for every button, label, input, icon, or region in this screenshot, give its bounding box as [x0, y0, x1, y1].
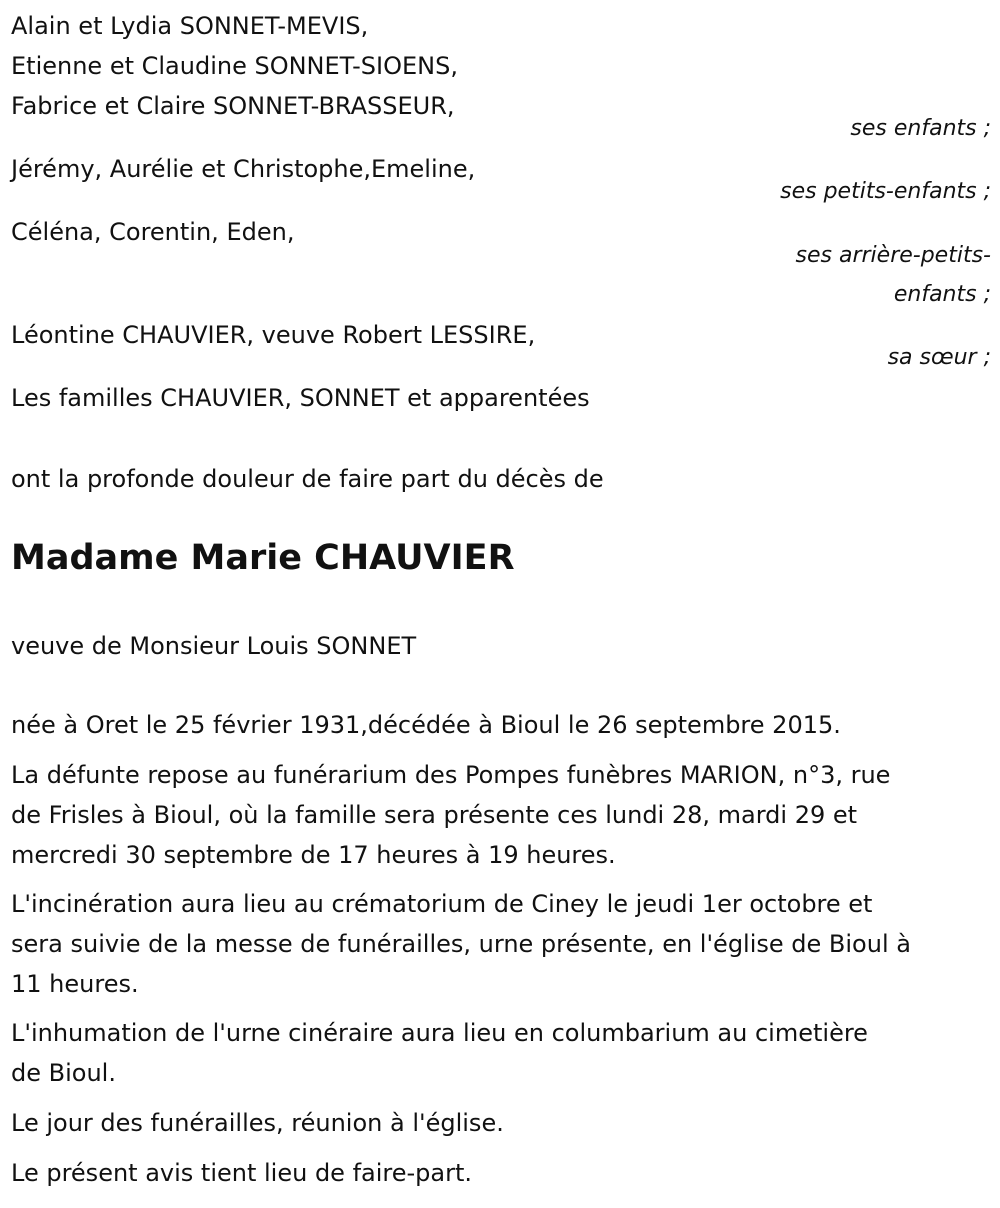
inhumation-line-2: de Bioul. [11, 1059, 116, 1087]
announcement-line: ont la profonde douleur de faire part du décès de [11, 465, 604, 493]
reunion-line: Le jour des funérailles, réunion à l'église. [11, 1109, 504, 1137]
birth-death-line: née à Oret le 25 février 1931,décédée à Bioul le 26 septembre 2015. [11, 711, 841, 739]
funerarium-line-1: La défunte repose au funérarium des Pompes funèbres MARION, n°3, rue [11, 761, 891, 789]
cremation-line-2: sera suivie de la messe de funérailles, urne présente, en l'église de Bioul à [11, 930, 911, 958]
inhumation-line-1: L'inhumation de l'urne cinéraire aura lieu en columbarium au cimetière [11, 1019, 868, 1047]
cremation-paragraph [11, 884, 986, 1004]
funerarium-paragraph [11, 755, 986, 875]
great-grandchildren-line: Céléna, Corentin, Eden, [11, 218, 295, 246]
funerarium-line-3: mercredi 30 septembre de 17 heures à 19 heures. [11, 841, 616, 869]
child-line-2: Etienne et Claudine SONNET-SIOENS, [11, 52, 458, 80]
sister-line: Léontine CHAUVIER, veuve Robert LESSIRE, [11, 321, 536, 349]
funerarium-line-2: de Frisles à Bioul, où la famille sera présente ces lundi 28, mardi 29 et [11, 801, 858, 829]
deceased-name: Madame Marie CHAUVIER [11, 538, 515, 578]
widow-of-line: veuve de Monsieur Louis SONNET [11, 632, 417, 660]
grandchildren-relation: ses petits-enfants ; [780, 179, 991, 204]
cremation-line-1: L'incinération aura lieu au crématorium de Ciney le jeudi 1er octobre et [11, 890, 873, 918]
inhumation-paragraph [11, 1013, 986, 1093]
great-grandchildren-relation-line-1: ses arrière-petits- [795, 243, 991, 268]
grandchildren-line: Jérémy, Aurélie et Christophe,Emeline, [11, 155, 476, 183]
child-line-3: Fabrice et Claire SONNET-BRASSEUR, [11, 92, 455, 120]
notice-line: Le présent avis tient lieu de faire-part. [11, 1159, 473, 1187]
obituary-notice [11, 0, 991, 1208]
child-line-1: Alain et Lydia SONNET-MEVIS, [11, 12, 369, 40]
sister-relation: sa sœur ; [887, 345, 991, 370]
cremation-line-3: 11 heures. [11, 970, 139, 998]
families-line: Les familles CHAUVIER, SONNET et apparentées [11, 384, 590, 412]
great-grandchildren-relation-line-2: enfants ; [893, 282, 991, 307]
children-relation: ses enfants ; [850, 116, 991, 141]
